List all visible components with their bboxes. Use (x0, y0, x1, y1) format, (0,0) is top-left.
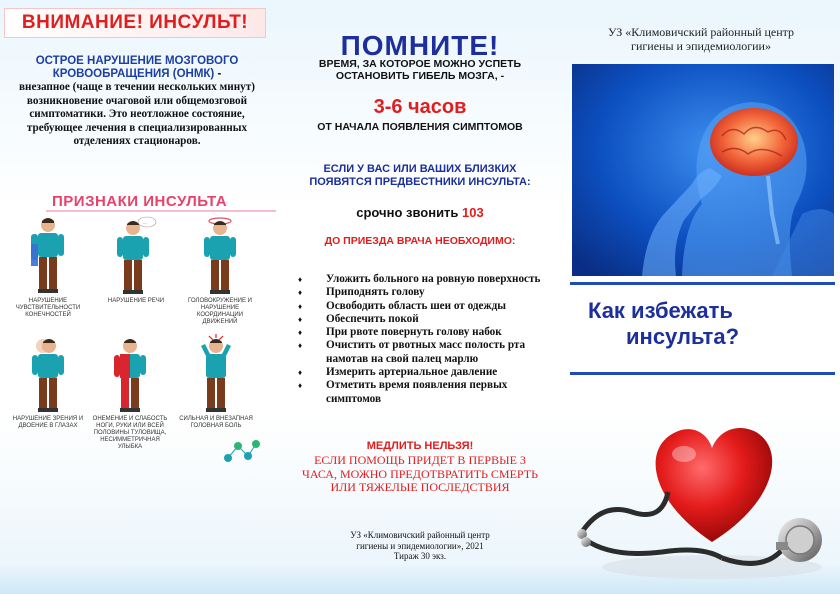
person-numb-arm-icon (26, 216, 70, 298)
heart-stethoscope-icon (572, 382, 837, 587)
remember-heading: ПОМНИТЕ! (340, 30, 500, 61)
warning-signs-text: ЕСЛИ У ВАС ИЛИ ВАШИХ БЛИЗКИХ ПОЯВЯТСЯ ПРЕДВЕСТНИКИ ИНСУЛЬТА: (309, 163, 531, 188)
bullet-icon: ♦ (298, 288, 303, 298)
divider-bottom (570, 372, 835, 375)
time-text: ВРЕМЯ, ЗА КОТОРОЕ МОЖНО УСПЕТЬ ОСТАНОВИТЬ ГИБЕЛЬ МОЗГА, - (318, 58, 522, 82)
bullet-icon: ♦ (298, 301, 303, 311)
sign-speech-figure (96, 216, 176, 305)
list-item (298, 379, 548, 406)
sign-caption: НАРУШЕНИЕ РЕЧИ (107, 298, 165, 304)
first-aid-steps (298, 273, 548, 406)
sign-weakness-figure (90, 334, 170, 451)
list-item (298, 286, 548, 299)
step-text: Измерить артериальное давление (326, 366, 498, 379)
middle-panel (280, 0, 560, 594)
svg-text:...: ... (143, 220, 147, 225)
organization-header (570, 26, 832, 53)
step-text: Освободить область шеи от одежды (326, 299, 507, 312)
sign-dizziness-figure (180, 216, 260, 326)
help-text: ЕСЛИ ПОМОЩЬ ПРИДЕТ В ПЕРВЫЕ 3 ЧАСА, МОЖНО ПРЕДОТВРАТИТЬ СМЕРТЬ ИЛИ ТЯЖЕЛЫЕ ПОСЛЕДСТВИЯ (302, 453, 538, 494)
step-text: Уложить больного на ровную поверхность (326, 273, 541, 285)
sign-numbness-figure (8, 216, 88, 319)
sign-caption: НАРУШЕНИЕ ЗРЕНИЯ И ДВОЕНИЕ В ГЛАЗАХ (12, 416, 84, 429)
credit-line-1: УЗ «Климовичский районный центр (350, 530, 490, 540)
onmk-description: внезапное (чаще в течении нескольких минут) возникновение очаговой или общемозговой симптоматики. Это неотложное состояние, требующее лечения в специализированных отделениях стационаров. (19, 81, 255, 148)
step-text: Обеспечить покой (326, 312, 419, 325)
person-vision-icon (23, 334, 73, 416)
signs-title: ПРИЗНАКИ ИНСУЛЬТА (52, 193, 228, 210)
sign-caption: ГОЛОВОКРУЖЕНИЕ И НАРУШЕНИЕ КООРДИНАЦИИ ДВИЖЕНИЙ (188, 298, 252, 325)
divider-top (570, 282, 835, 285)
bullet-icon: ♦ (298, 275, 303, 284)
person-headache-icon (191, 334, 241, 416)
footer-credit (300, 530, 540, 562)
headline-line-1: Как избежать (588, 298, 733, 323)
onmk-title-line1: ОСТРОЕ НАРУШЕНИЕ МОЗГОВОГО (35, 55, 239, 67)
right-panel (560, 0, 840, 594)
list-item (298, 366, 548, 379)
credit-line-3: Тираж 30 экз. (393, 551, 447, 561)
step-text: Отметить время появления первых симптомов (326, 379, 508, 405)
sign-caption: НАРУШЕНИЕ ЧУВСТВИТЕЛЬНОСТИ КОНЕЧНОСТЕЙ (15, 298, 81, 318)
sign-caption: СИЛЬНАЯ И ВНЕЗАПНАЯ ГОЛОВНАЯ БОЛЬ (179, 416, 253, 429)
before-doctor-heading: ДО ПРИЕЗДА ВРАЧА НЕОБХОДИМО: (324, 235, 516, 247)
org-line-2: гигиены и эпидемиологии» (631, 38, 771, 53)
sign-caption: ОНЕМЕНИЕ И СЛАБОСТЬ НОГИ, РУКИ ИЛИ ВСЕЙ ПОЛОВИНЫ ТУЛОВИЩА, НЕСИММЕТРИЧНАЯ УЛЫБКА (92, 416, 168, 450)
headline-line-2: инсульта? (626, 324, 740, 349)
list-item (298, 273, 548, 286)
attention-banner: ВНИМАНИЕ! ИНСУЛЬТ! (4, 8, 266, 38)
onmk-title-dash: - (214, 68, 222, 80)
onmk-title-line2: КРОВООБРАЩЕНИЯ (ОНМК) (52, 68, 215, 80)
onmk-definition (12, 55, 262, 149)
list-item (298, 300, 548, 313)
onmk-title (12, 55, 262, 81)
credit-line-2: гигиены и эпидемиологии», 2021 (356, 540, 484, 551)
emergency-number: 103 (462, 205, 484, 220)
brain-illustration-icon (572, 64, 834, 276)
sign-vision-figure (8, 334, 88, 430)
no-delay-heading: МЕДЛИТЬ НЕЛЬЗЯ! (366, 440, 474, 452)
list-item (298, 326, 548, 339)
bullet-icon: ♦ (298, 381, 303, 391)
bullet-icon: ♦ (298, 328, 303, 338)
bullet-icon: ♦ (298, 314, 303, 324)
call-prefix: срочно звонить (356, 205, 463, 220)
sign-headache-figure (176, 334, 256, 430)
from-symptoms-text: ОТ НАЧАЛА ПОЯВЛЕНИЯ СИМПТОМОВ (317, 121, 523, 133)
person-weakness-icon (105, 334, 155, 416)
step-text: Приподнять голову (326, 286, 425, 299)
step-text: Очистить от рвотных масс полость рта намотав на свой палец марлю (326, 339, 526, 365)
left-panel (0, 0, 280, 594)
how-avoid-headline (588, 298, 828, 350)
network-logo-icon (222, 438, 262, 466)
person-speech-icon (111, 216, 161, 298)
bullet-icon: ♦ (298, 341, 303, 351)
list-item (298, 339, 548, 366)
org-line-1: УЗ «Климовичский районный центр (607, 25, 795, 39)
signs-underline (46, 210, 276, 212)
list-item (298, 313, 548, 326)
person-dizzy-icon (195, 216, 245, 298)
call-instruction (280, 205, 560, 220)
bullet-icon: ♦ (298, 368, 303, 378)
step-text: При рвоте повернуть голову набок (326, 326, 502, 339)
hours-value: 3-6 часов (373, 96, 467, 118)
